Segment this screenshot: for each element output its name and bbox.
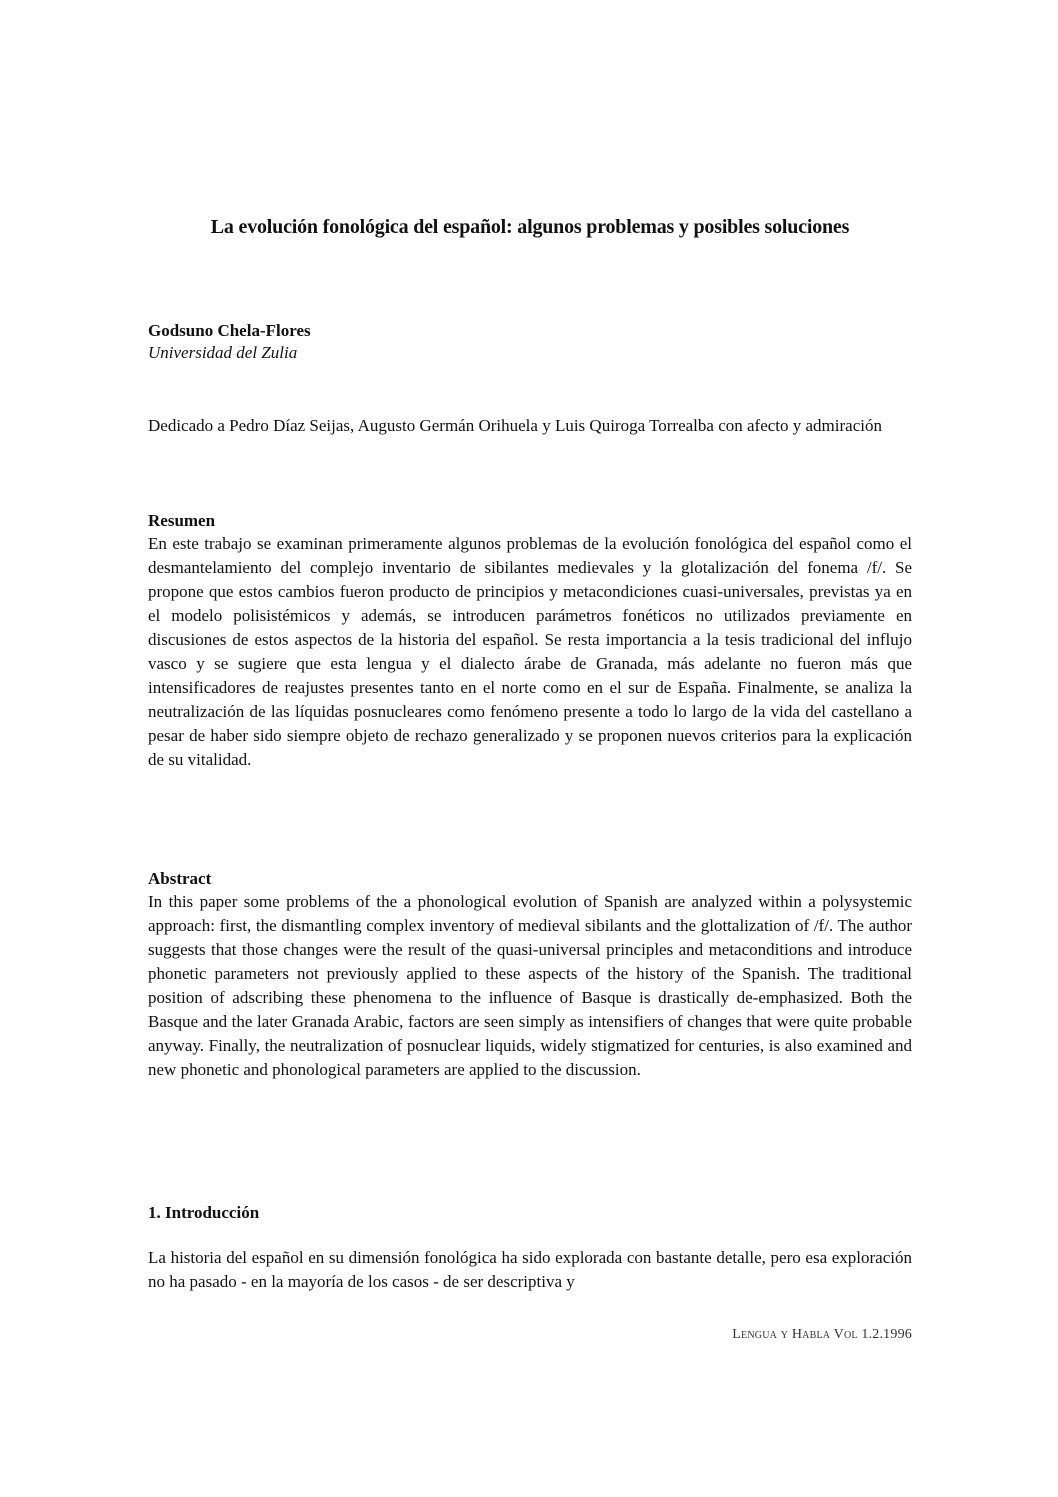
introduction-heading: 1. Introducción [148,1203,260,1222]
author-block [148,320,311,364]
page-footer: Lengua y Habla Vol 1.2.1996 [732,1327,912,1342]
resumen-text: En este trabajo se examinan primeramente algunos problemas de la evolución fonológica del español como el desmantelamiento del complejo inventario de sibilantes medievales y la glotalización del fonema /f/. Se propone que estos cambios fueron producto de principios y metacondiciones cuasi-universales, previstas ya en el modelo polisistémicos y además, se introducen parámetros fonéticos no utilizados previamente en discusiones de estos aspectos de la historia del español. Se resta importancia a la tesis tradicional del influjo vasco y se sugiere que esta lengua y el dialecto árabe de Granada, más adelante no fueron más que intensificadores de reajustes presentes tanto en el norte como en el sur de España. Finalmente, se analiza la neutralización de las líquidas posnucleares como fenómeno presente a todo lo largo de la vida del castellano a pesar de haber sido siempre objeto de rechazo generalizado y se proponen nuevos criterios para la explicación de su vitalidad. [148,534,912,769]
author-affiliation: Universidad del Zulia [148,343,298,362]
paper-title: La evolución fonológica del español: algunos problemas y posibles soluciones [210,216,850,238]
abstract-section [148,868,912,1082]
resumen-heading: Resumen [148,511,216,530]
resumen-section [148,510,912,772]
dedication: Dedicado a Pedro Díaz Seijas, Augusto Germán Orihuela y Luis Quiroga Torrealba con afecto y admiración [148,416,882,435]
author-name: Godsuno Chela-Flores [148,321,311,340]
section-heading [148,1202,912,1224]
introduction-text: La historia del español en su dimensión fonológica ha sido explorada con bastante detalle, pero esa exploración no ha pasado - en la mayoría de los casos - de ser descriptiva y [148,1248,912,1291]
abstract-heading: Abstract [148,869,212,888]
abstract-text: In this paper some problems of the a phonological evolution of Spanish are analyzed within a polysystemic approach: first, the dismantling complex inventory of medieval sibilants and the glottalization of /f/. The author suggests that those changes were the result of the quasi-universal principles and metaconditions and introduce phonetic parameters not previously applied to these aspects of the history of the Spanish. The traditional position of adscribing these phenomena to the influence of Basque is drastically de-emphasized. Both the Basque and the later Granada Arabic, factors are seen simply as intensifiers of changes that were quite probable anyway. Finally, the neutralization of posnuclear liquids, widely stigmatized for centuries, is also examined and new phonetic and phonological parameters are applied to the discussion. [148,892,912,1079]
